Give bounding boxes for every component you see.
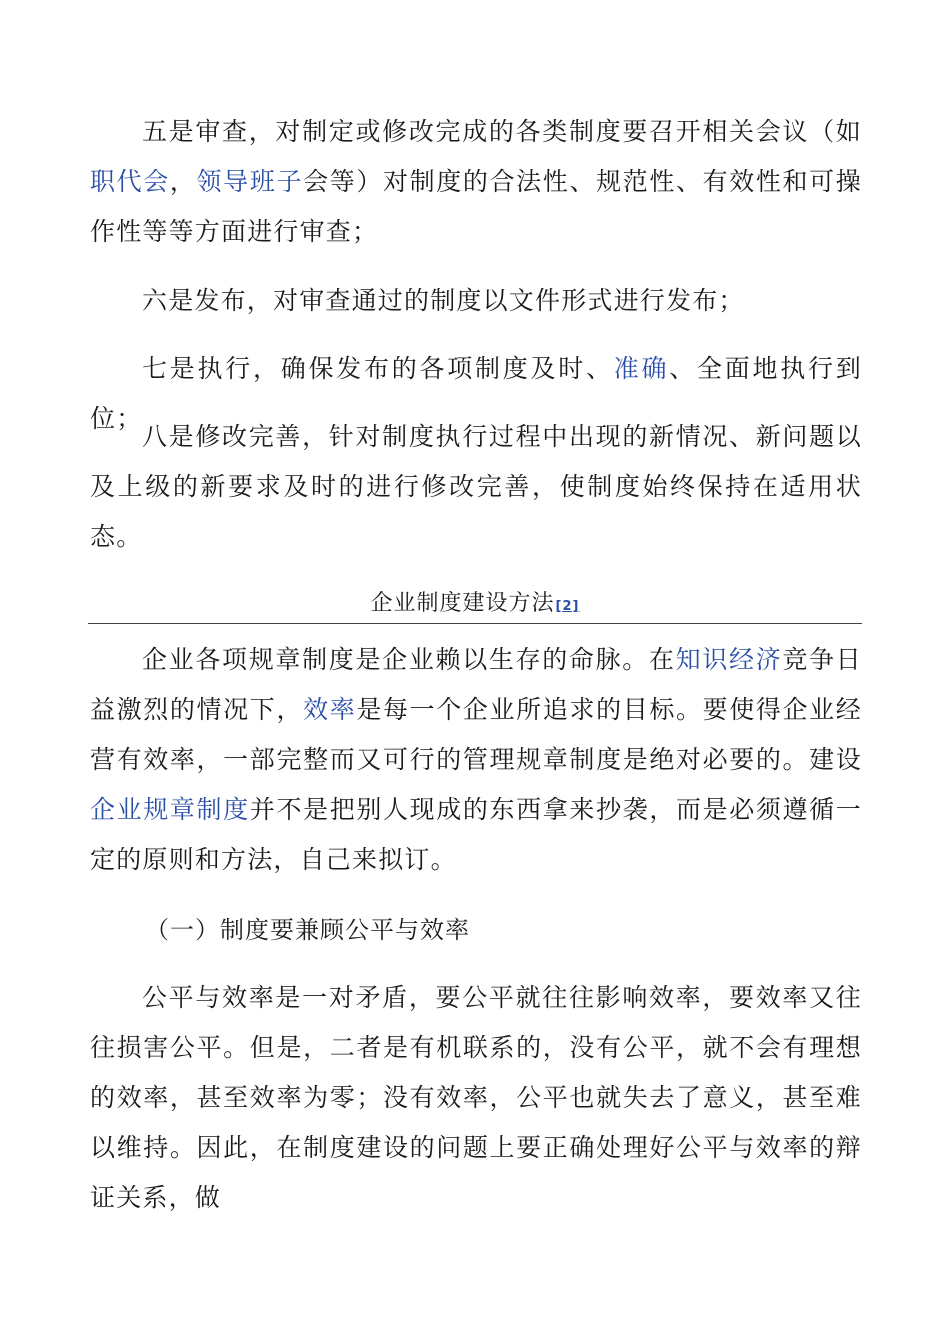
paragraph-text: 、全面地执行到位； — [90, 354, 863, 433]
paragraph-intro — [90, 635, 862, 885]
section-heading — [88, 585, 862, 624]
paragraph-fairness-efficiency: 公平与效率是一对矛盾，要公平就往往影响效率，要效率又往往损害公平。但是，二者是有机联系的，没有公平，就不会有理想的效率，甚至效率为零；没有效率，公平也就失去了意义，甚至难以维持。因此，在制度建设的问题上要正确处理好公平与效率的辩证关系，做 — [90, 983, 862, 1212]
link-workers-congress[interactable]: 职代会 — [90, 167, 170, 196]
link-knowledge-economy[interactable]: 知识经济 — [675, 645, 783, 674]
paragraph-publish-step: 六是发布，对审查通过的制度以文件形式进行发布； — [142, 286, 745, 315]
paragraph-text: 七是执行，确保发布的各项制度及时、 — [142, 354, 614, 383]
paragraph-revise-step: 八是修改完善，针对制度执行过程中出现的新情况、新问题以及上级的新要求及时的进行修改完善，使制度始终保持在适用状态。 — [90, 422, 862, 551]
link-leadership-team[interactable]: 领导班子 — [196, 167, 304, 196]
link-enterprise-regulations[interactable]: 企业规章制度 — [90, 795, 250, 824]
paragraph-text: 五是审查，对制定或修改完成的各类制度要召开相关会议（如 — [142, 117, 862, 146]
link-accurate[interactable]: 准确 — [613, 354, 670, 383]
link-efficiency[interactable]: 效率 — [303, 695, 357, 724]
section-title: 企业制度建设方法 — [370, 591, 555, 616]
reference-link[interactable]: [2] — [555, 599, 580, 614]
paragraph-review-step — [90, 107, 862, 257]
paragraph-text: 竞争日益激烈的情况下， — [90, 645, 862, 724]
subheading-fairness-efficiency: （一）制度要兼顾公平与效率 — [145, 916, 470, 944]
paragraph-text: 会等）对制度的合法性、规范性、有效性和可操作性等等方面进行审查； — [90, 167, 862, 246]
paragraph-text: 并不是把别人现成的东西拿来抄袭，而是必须遵循一定的原则和方法，自己来拟订。 — [90, 795, 862, 874]
paragraph-text: 企业各项规章制度是企业赖以生存的命脉。在 — [142, 645, 676, 674]
paragraph-text: ， — [169, 167, 197, 196]
paragraph-text: 是每一个企业所追求的目标。要使得企业经营有效率，一部完整而又可行的管理规章制度是绝对必要的。建设 — [90, 695, 863, 774]
